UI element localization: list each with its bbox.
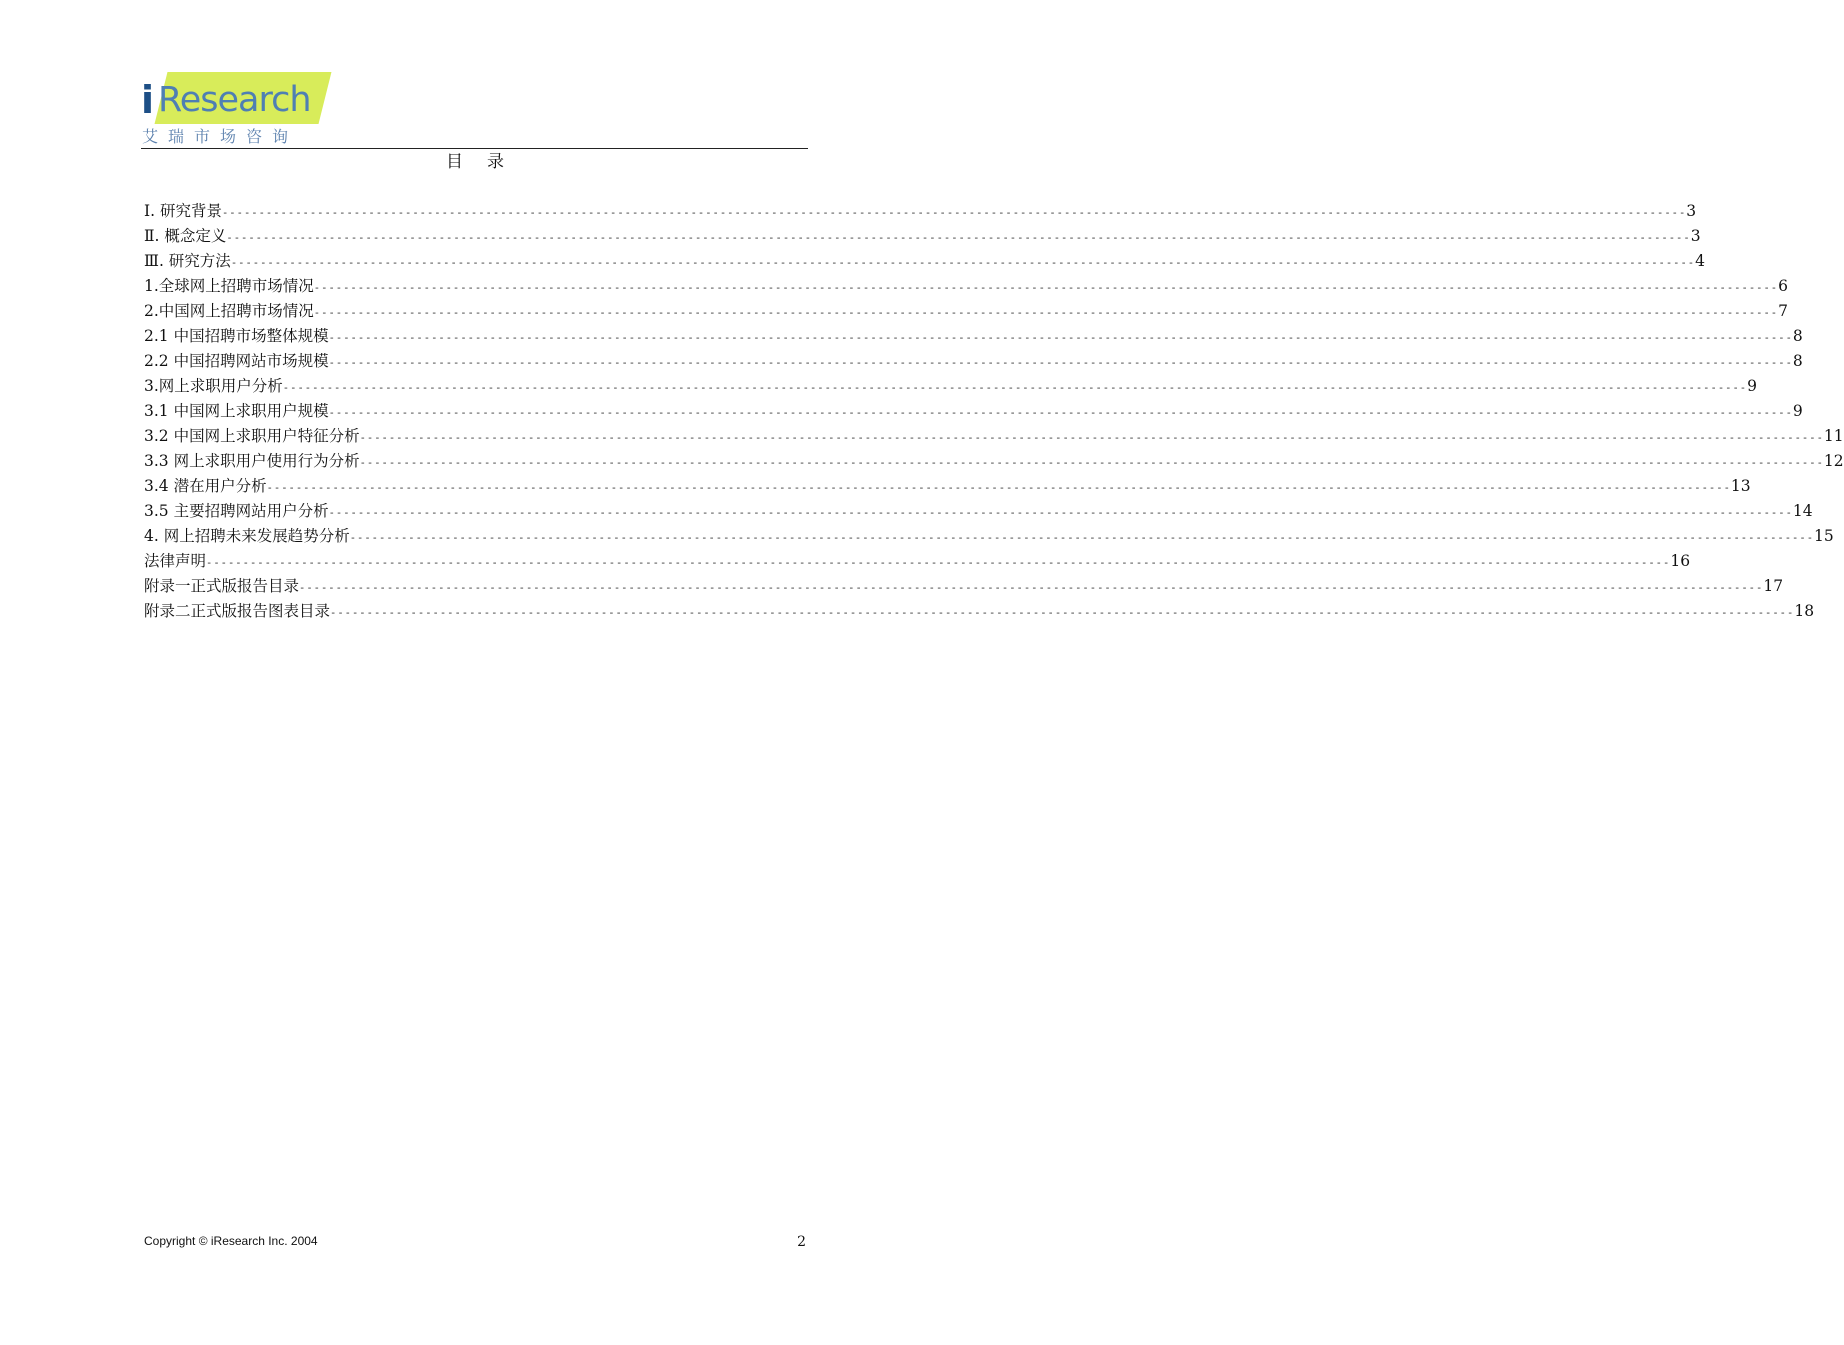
toc-entry-page: 9: [1747, 377, 1757, 395]
toc-leader-dashes: --------------------------------------------------------------------------------------------------------------------------------------------------------------------------------------------------------: [328, 407, 1793, 419]
toc-entry-page: 8: [1792, 352, 1803, 370]
toc-entry[interactable]: [144, 449, 1844, 474]
toc-leader-dashes: --------------------------------------------------------------------------------------------------------------------------------------------------------------------------------------------------------: [328, 507, 1793, 519]
toc-leader-dashes: --------------------------------------------------------------------------------------------------------------------------------------------------------------------------------------------------------: [349, 532, 1815, 544]
toc-entry-page: 3: [1686, 202, 1697, 220]
toc-entry-label: Ⅱ. 概念定义: [144, 227, 227, 245]
toc-entry-page: 7: [1778, 302, 1788, 320]
toc-entry[interactable]: [144, 399, 1803, 424]
toc-entry-label: 2.1 中国招聘市场整体规模: [144, 327, 329, 345]
toc-leader-dashes: --------------------------------------------------------------------------------------------------------------------------------------------------------------------------------------------------------: [359, 432, 1824, 444]
toc-entry-label: 附录二正式版报告图表目录: [144, 602, 331, 620]
footer-page-number: 2: [797, 1234, 806, 1250]
toc-entry-label: 3.网上求职用户分析: [144, 377, 283, 395]
toc-entry-label: 3.2 中国网上求职用户特征分析: [144, 427, 360, 445]
toc-entry-label: Ⅲ. 研究方法: [144, 252, 231, 270]
toc-leader-dashes: --------------------------------------------------------------------------------------------------------------------------------------------------------------------------------------------------------: [221, 207, 1687, 219]
toc-entry[interactable]: [144, 549, 1691, 574]
toc-leader-dashes: --------------------------------------------------------------------------------------------------------------------------------------------------------------------------------------------------------: [266, 482, 1731, 494]
toc-entry[interactable]: [144, 374, 1757, 399]
toc-entry-page: 11: [1823, 427, 1844, 445]
toc-entry-label: 法律声明: [144, 552, 207, 570]
toc-entry-page: 4: [1695, 252, 1705, 270]
toc-entry[interactable]: [144, 574, 1784, 599]
toc-entry-page: 16: [1670, 552, 1691, 570]
toc-entry[interactable]: [144, 349, 1803, 374]
toc-leader-dashes: --------------------------------------------------------------------------------------------------------------------------------------------------------------------------------------------------------: [226, 232, 1691, 244]
toc-entry-page: 14: [1792, 502, 1813, 520]
toc-leader-dashes: --------------------------------------------------------------------------------------------------------------------------------------------------------------------------------------------------------: [359, 457, 1824, 469]
toc-leader-dashes: --------------------------------------------------------------------------------------------------------------------------------------------------------------------------------------------------------: [328, 357, 1793, 369]
footer-copyright: Copyright © iResearch Inc. 2004: [144, 1234, 318, 1248]
toc-entry[interactable]: [144, 599, 1815, 624]
logo-i-mark: i: [141, 78, 155, 122]
toc-leader-dashes: --------------------------------------------------------------------------------------------------------------------------------------------------------------------------------------------------------: [330, 607, 1795, 619]
toc-leader-dashes: --------------------------------------------------------------------------------------------------------------------------------------------------------------------------------------------------------: [206, 557, 1671, 569]
toc-entry[interactable]: [144, 474, 1751, 499]
toc-entry-page: 8: [1792, 327, 1803, 345]
toc-entry-page: 9: [1792, 402, 1803, 420]
toc-entry-page: 12: [1823, 452, 1844, 470]
toc-entry-label: 3.5 主要招聘网站用户分析: [144, 502, 329, 520]
toc-leader-dashes: --------------------------------------------------------------------------------------------------------------------------------------------------------------------------------------------------------: [313, 307, 1779, 319]
logo-brand-text: Research: [158, 80, 311, 120]
toc-entry-page: 17: [1763, 577, 1784, 595]
toc-leader-dashes: --------------------------------------------------------------------------------------------------------------------------------------------------------------------------------------------------------: [313, 282, 1779, 294]
toc-entry-page: 6: [1778, 277, 1788, 295]
toc-entry-label: 3.3 网上求职用户使用行为分析: [144, 452, 360, 470]
toc-entry[interactable]: [144, 499, 1813, 524]
toc-leader-dashes: --------------------------------------------------------------------------------------------------------------------------------------------------------------------------------------------------------: [230, 257, 1696, 269]
toc-entry-label: 2.中国网上招聘市场情况: [144, 302, 314, 320]
toc-entry-label: 3.4 潜在用户分析: [144, 477, 267, 495]
toc-leader-dashes: --------------------------------------------------------------------------------------------------------------------------------------------------------------------------------------------------------: [328, 332, 1793, 344]
toc-entry[interactable]: [144, 224, 1701, 249]
toc-entry[interactable]: [144, 274, 1788, 299]
toc-entry-label: 3.1 中国网上求职用户规模: [144, 402, 329, 420]
toc-title: 目录: [446, 152, 528, 172]
toc-entry-label: 4. 网上招聘未来发展趋势分析: [144, 527, 350, 545]
iresearch-logo: [141, 68, 331, 150]
logo-chinese-text: 艾瑞市场咨询: [142, 127, 299, 146]
toc-entry-label: 附录一正式版报告目录: [144, 577, 300, 595]
toc-entry[interactable]: [144, 299, 1788, 324]
table-of-contents: [144, 199, 1844, 624]
toc-entry-label: 1.全球网上招聘市场情况: [144, 277, 314, 295]
toc-entry[interactable]: [144, 524, 1834, 549]
toc-entry[interactable]: [144, 249, 1705, 274]
toc-entry-page: 18: [1794, 602, 1815, 620]
toc-leader-dashes: --------------------------------------------------------------------------------------------------------------------------------------------------------------------------------------------------------: [282, 382, 1748, 394]
toc-entry[interactable]: [144, 199, 1697, 224]
toc-entry-label: Ⅰ. 研究背景: [144, 202, 222, 220]
toc-entry-page: 13: [1730, 477, 1751, 495]
toc-leader-dashes: --------------------------------------------------------------------------------------------------------------------------------------------------------------------------------------------------------: [299, 582, 1764, 594]
toc-entry-label: 2.2 中国招聘网站市场规模: [144, 352, 329, 370]
toc-entry-page: 3: [1690, 227, 1701, 245]
toc-entry[interactable]: [144, 424, 1844, 449]
toc-entry[interactable]: [144, 324, 1803, 349]
toc-entry-page: 15: [1814, 527, 1834, 545]
